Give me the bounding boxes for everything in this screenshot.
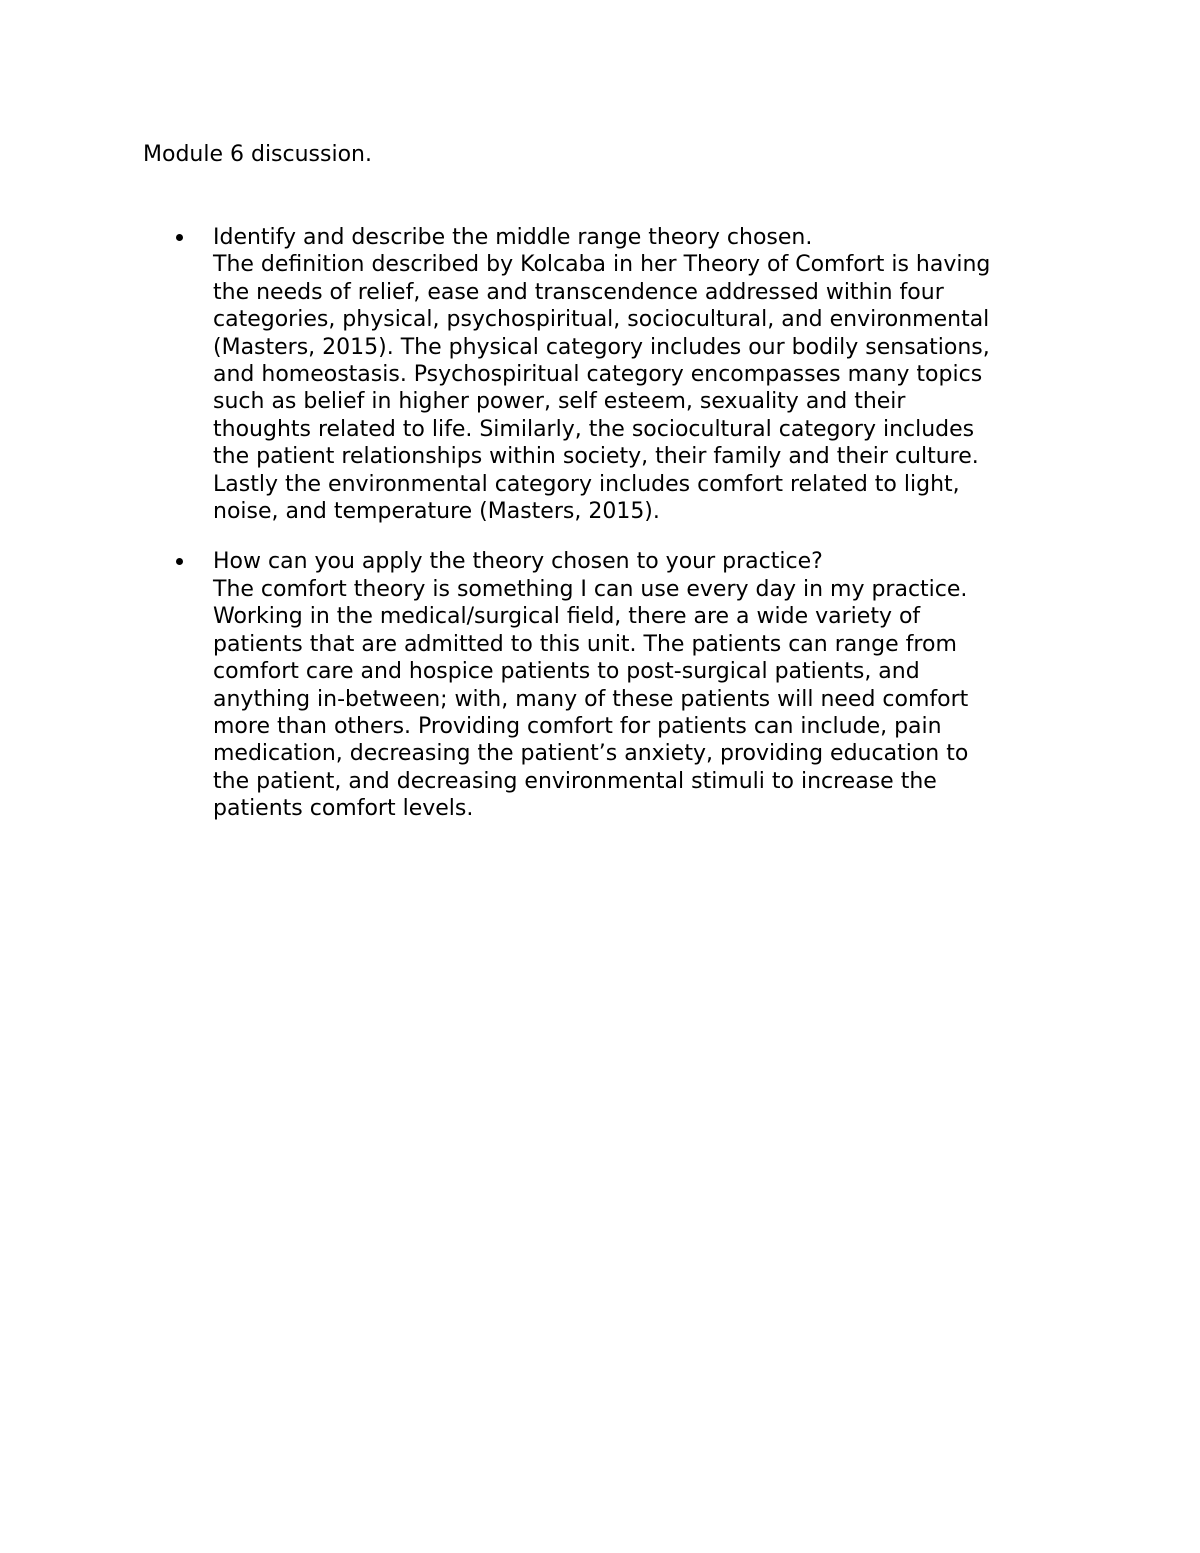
paragraph-line: The comfort theory is something I can use every day in my practice. — [213, 576, 968, 602]
paragraph-line: categories, physical, psychospiritual, sociocultural, and environmental — [213, 307, 990, 333]
paragraph-line: anything in-between; with, many of these patients will need comfort — [213, 686, 969, 712]
paragraph-line: and homeostasis. Psychospiritual category encompasses many topics — [213, 362, 983, 388]
paragraph-line: Lastly the environmental category includes comfort related to light, — [213, 471, 960, 497]
bullet-body — [213, 224, 1093, 525]
document-title: Module 6 discussion. — [143, 142, 372, 167]
bullet-dot-icon — [176, 558, 183, 565]
paragraph-line: (Masters, 2015). The physical category includes our bodily sensations, — [213, 334, 990, 360]
paragraph-line: comfort care and hospice patients to post-surgical patients, and — [213, 659, 920, 685]
paragraph-line: the patient relationships within society, their family and their culture. — [213, 444, 979, 470]
paragraph-line: noise, and temperature (Masters, 2015). — [213, 499, 660, 525]
bullet-list — [0, 224, 1200, 846]
paragraph-line: such as belief in higher power, self esteem, sexuality and their — [213, 389, 906, 415]
paragraph-line: Working in the medical/surgical field, there are a wide variety of — [213, 604, 921, 630]
bullet-item-theory — [0, 224, 1200, 525]
bullet-body — [213, 548, 1093, 822]
paragraph-line: thoughts related to life. Similarly, the sociocultural category includes — [213, 416, 975, 442]
bullet-item-practice — [0, 548, 1200, 822]
paragraph-line: the needs of relief, ease and transcendence addressed within four — [213, 279, 944, 305]
paragraph-line: more than others. Providing comfort for patients can include, pain — [213, 713, 942, 739]
bullet-question: How can you apply the theory chosen to your practice? — [213, 549, 823, 575]
paragraph-line: medication, decreasing the patient’s anxiety, providing education to — [213, 741, 969, 767]
bullet-question: Identify and describe the middle range theory chosen. — [213, 225, 813, 250]
paragraph-line: patients that are admitted to this unit. The patients can range from — [213, 631, 957, 657]
paragraph-line: the patient, and decreasing environmental stimuli to increase the — [213, 768, 937, 794]
bullet-dot-icon — [176, 234, 183, 241]
paragraph-line: The definition described by Kolcaba in her Theory of Comfort is having — [213, 252, 991, 278]
paragraph-line: patients comfort levels. — [213, 796, 474, 822]
